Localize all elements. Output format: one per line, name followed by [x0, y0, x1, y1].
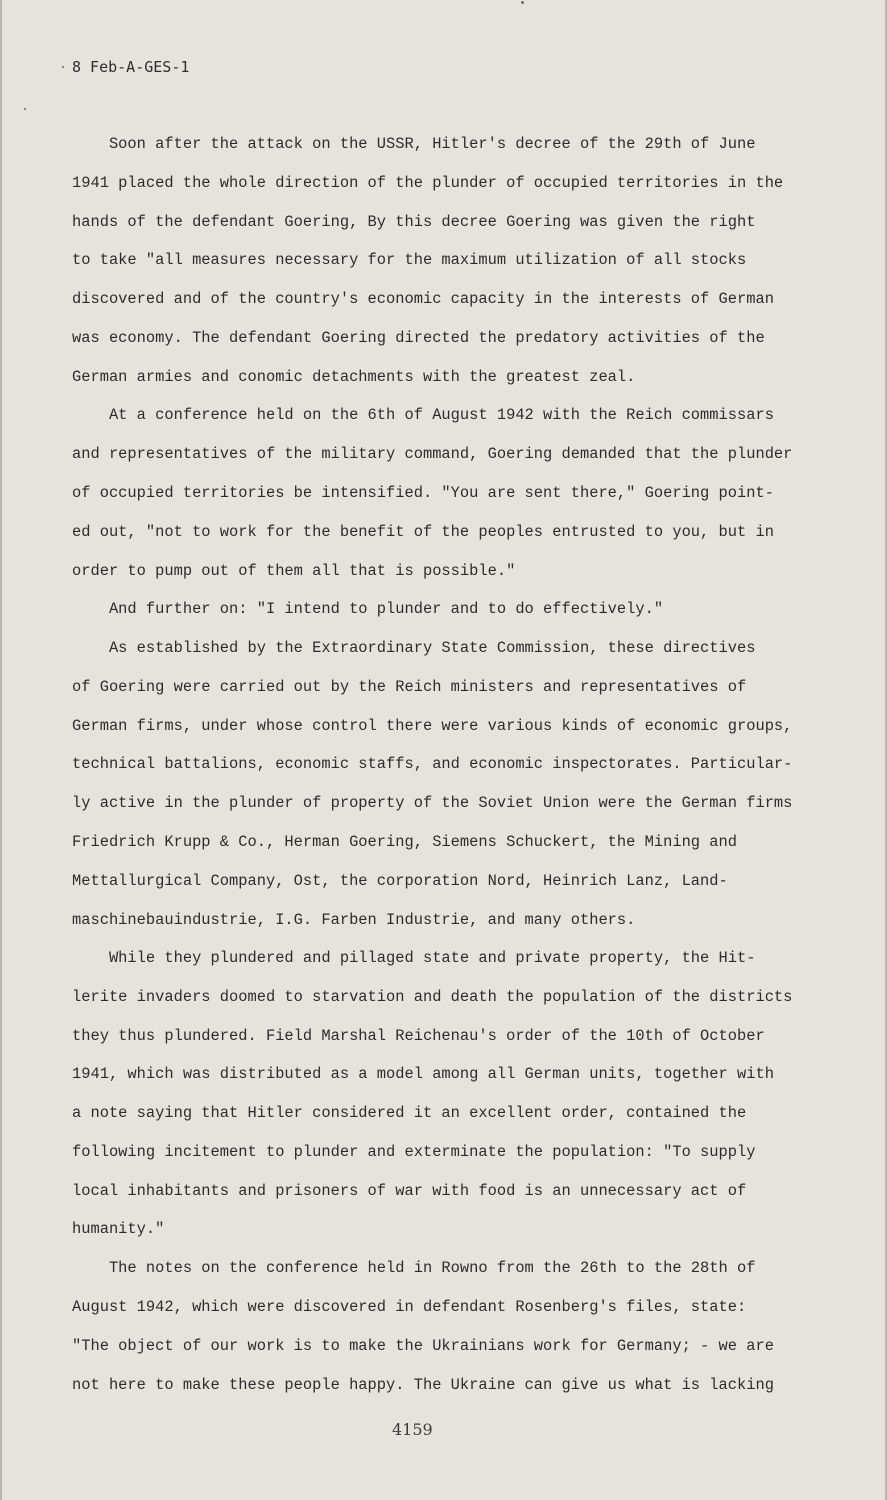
ink-speck [24, 108, 26, 110]
text-line: As established by the Extraordinary State Commission, these directives [72, 639, 756, 657]
text-line: local inhabitants and prisoners of war with food is an unnecessary act of [72, 1182, 747, 1200]
document-reference: 8 Feb-A-GES-1 [72, 58, 190, 76]
text-line: following incitement to plunder and exterminate the population: "To supply [72, 1143, 756, 1161]
text-line: Mettallurgical Company, Ost, the corporation Nord, Heinrich Lanz, Land- [72, 872, 728, 890]
text-line: not here to make these people happy. The Ukraine can give us what is lacking [72, 1376, 774, 1394]
text-line: maschinebauindustrie, I.G. Farben Industrie, and many others. [72, 911, 636, 929]
text-line: Soon after the attack on the USSR, Hitler's decree of the 29th of June [72, 135, 756, 153]
text-line: At a conference held on the 6th of August 1942 with the Reich commissars [72, 406, 774, 424]
text-line: While they plundered and pillaged state and private property, the Hit- [72, 949, 756, 967]
text-line: was economy. The defendant Goering directed the predatory activities of the [72, 329, 765, 347]
text-line: humanity." [72, 1220, 165, 1238]
text-line: discovered and of the country's economic capacity in the interests of German [72, 290, 774, 308]
text-line: German armies and conomic detachments with the greatest zeal. [72, 368, 636, 386]
page-number: 4159 [392, 1420, 433, 1439]
text-line: and representatives of the military command, Goering demanded that the plunder [72, 445, 793, 463]
text-line: The notes on the conference held in Rowno from the 26th to the 28th of [72, 1259, 756, 1277]
text-line: order to pump out of them all that is possible." [72, 562, 516, 580]
text-line: of occupied territories be intensified. "You are sent there," Goering point- [72, 484, 774, 502]
text-line: 1941, which was distributed as a model among all German units, together with [72, 1065, 774, 1083]
text-line: technical battalions, economic staffs, and economic inspectorates. Particular- [72, 755, 793, 773]
text-line: German firms, under whose control there were various kinds of economic groups, [72, 717, 793, 735]
text-line: hands of the defendant Goering, By this decree Goering was given the right [72, 213, 756, 231]
text-line: Friedrich Krupp & Co., Herman Goering, Siemens Schuckert, the Mining and [72, 833, 737, 851]
ink-speck [521, 1, 524, 4]
text-line: ly active in the plunder of property of the Soviet Union were the German firms [72, 794, 793, 812]
text-line: August 1942, which were discovered in defendant Rosenberg's files, state: [72, 1298, 747, 1316]
text-line: of Goering were carried out by the Reich ministers and representatives of [72, 678, 747, 696]
text-line: lerite invaders doomed to starvation and death the population of the districts [72, 988, 793, 1006]
text-line: they thus plundered. Field Marshal Reichenau's order of the 10th of October [72, 1027, 765, 1045]
text-line: to take "all measures necessary for the maximum utilization of all stocks [72, 251, 747, 269]
text-line: "The object of our work is to make the Ukrainians work for Germany; - we are [72, 1337, 774, 1355]
text-line: ed out, "not to work for the benefit of the peoples entrusted to you, but in [72, 523, 774, 541]
text-line: And further on: "I intend to plunder and to do effectively." [72, 600, 664, 618]
text-line: 1941 placed the whole direction of the plunder of occupied territories in the [72, 174, 784, 192]
ink-speck [62, 66, 64, 68]
text-line: a note saying that Hitler considered it an excellent order, contained the [72, 1104, 747, 1122]
